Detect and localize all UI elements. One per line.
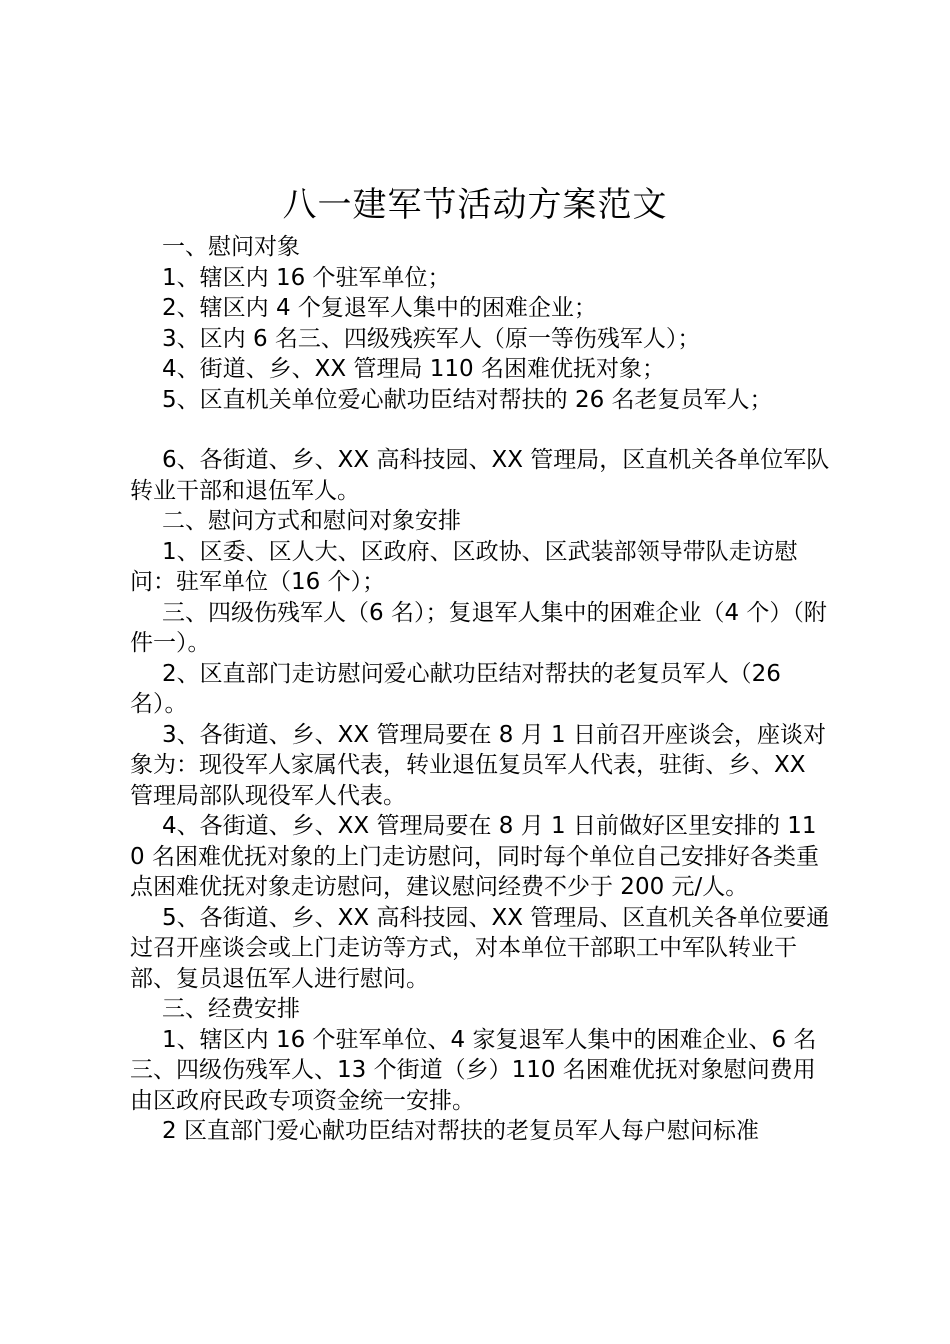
page-title: 八一建军节活动方案范文 xyxy=(282,185,668,225)
paragraph: 1、辖区内 16 个驻军单位、4 家复退军人集中的困难企业、6 名三、四级伤残军人、13 个街道（乡）110 名困难优抚对象慰问费用由区政府民政专项资金统一安排。 xyxy=(130,1026,817,1114)
paragraph: 1、辖区内 16 个驻军单位； xyxy=(162,264,451,291)
paragraph: 3、区内 6 名三、四级残疾军人（原一等伤残军人）； xyxy=(162,325,701,352)
section-heading: 一、慰问对象 xyxy=(162,234,300,260)
paragraph: 三、四级伤残军人（6 名）；复退军人集中的困难企业（4 个）（附件一）。 xyxy=(130,599,827,656)
paragraph: 1、区委、区人大、区政府、区政协、区武装部领导带队走访慰问：驻军单位（16 个）； xyxy=(130,538,798,595)
paragraph: 4、各街道、乡、XX 管理局要在 8 月 1 日前做好区里安排的 110 名困难优抚对象的上门走访慰问，同时每个单位自己安排好各类重点困难优抚对象走访慰问，建议慰问经费不少于 200 元/人。 xyxy=(130,813,819,900)
paragraph: 3、各街道、乡、XX 管理局要在 8 月 1 日前召开座谈会，座谈对象为：现役军人家属代表，转业退伍复员军人代表，驻街、乡、XX 管理局部队现役军人代表。 xyxy=(130,721,826,809)
paragraph: 5、区直机关单位爱心献功臣结对帮扶的 26 名老复员军人； xyxy=(162,386,773,413)
paragraph: 4、街道、乡、XX 管理局 110 名困难优抚对象； xyxy=(162,356,665,382)
paragraph: 2 区直部门爱心献功臣结对帮扶的老复员军人每户慰问标准 xyxy=(162,1118,759,1144)
document-body xyxy=(130,232,830,1147)
paragraph: 6、各街道、乡、XX 高科技园、XX 管理局，区直机关各单位军队转业干部和退伍军人。 xyxy=(130,447,830,504)
paragraph: 2、区直部门走访慰问爱心献功臣结对帮扶的老复员军人（26 名）。 xyxy=(130,660,781,717)
section-heading: 三、经费安排 xyxy=(162,996,300,1022)
paragraph: 2、辖区内 4 个复退军人集中的困难企业； xyxy=(162,295,597,321)
paragraph: 5、各街道、乡、XX 高科技园、XX 管理局、区直机关各单位要通过召开座谈会或上门走访等方式，对本单位干部职工中军队转业干部、复员退伍军人进行慰问。 xyxy=(130,904,830,992)
section-heading: 二、慰问方式和慰问对象安排 xyxy=(162,508,461,534)
